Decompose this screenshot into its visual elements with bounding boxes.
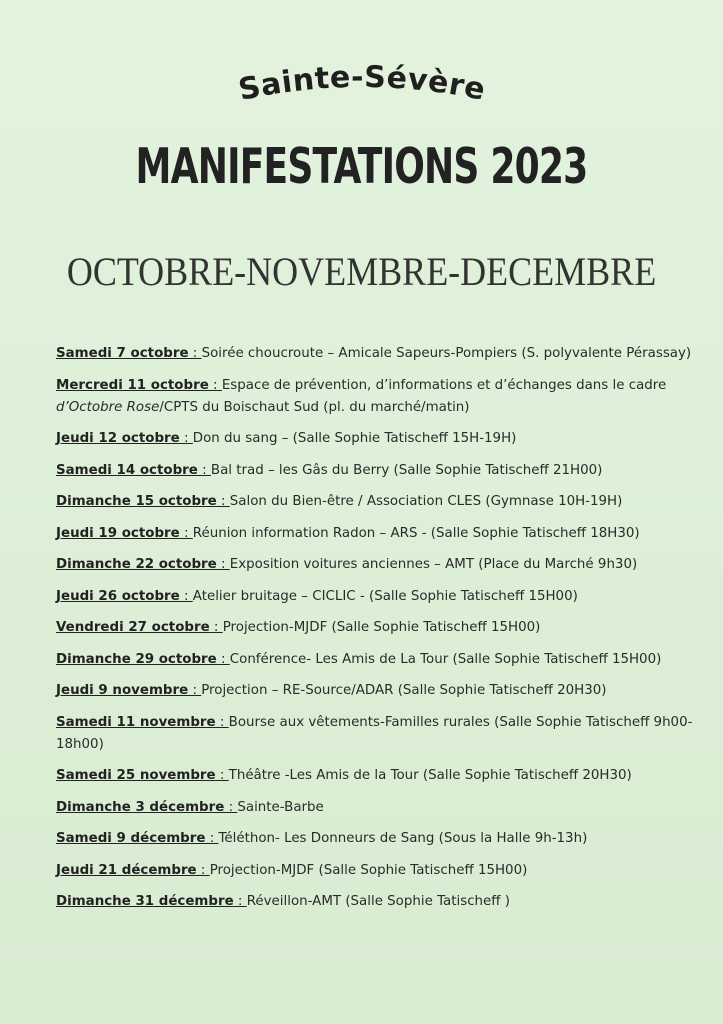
- event-date-label: [56, 494, 230, 509]
- event-description: Bourse aux vêtements-Familles rurales (Salle Sophie Tatischeff 9h00-18h00): [56, 714, 693, 752]
- event-separator: :: [188, 683, 202, 698]
- event-separator: :: [179, 588, 193, 604]
- event-item: [56, 828, 696, 850]
- event-description: Conférence- Les Amis de La Tour (Salle Sophie Tatischeff 15H00): [229, 651, 662, 667]
- event-date-label: [56, 831, 218, 846]
- event-item: [56, 343, 696, 365]
- event-description: Soirée choucroute – Amicale Sapeurs-Pompiers (S. polyvalente Pérassay): [201, 346, 692, 361]
- event-date: Samedi 25 novembre: [56, 768, 216, 783]
- event-date: Dimanche 22 octobre: [56, 557, 217, 572]
- event-description: Bal trad – les Gâs du Berry (Salle Sophie Tatischeff 21H00): [210, 462, 603, 478]
- event-date: Dimanche 29 octobre: [56, 651, 217, 667]
- event-item: [56, 460, 696, 482]
- event-description: Salon du Bien-être / Association CLES (Gymnase 10H-19H): [229, 494, 623, 509]
- event-description: Sainte-Barbe: [237, 799, 324, 815]
- town-name-text: Sainte-Sévère: [235, 59, 488, 108]
- event-description: Don du sang – (Salle Sophie Tatischeff 15H-19H): [192, 431, 517, 446]
- event-item: [56, 375, 696, 419]
- event-description: Théâtre -Les Amis de la Tour (Salle Sophie Tatischeff 20H30): [228, 768, 632, 783]
- event-separator: :: [215, 714, 229, 730]
- page-title: MANIFESTATIONS 2023: [135, 138, 588, 196]
- event-date: Samedi 9 décembre: [56, 831, 206, 846]
- event-item: [56, 712, 696, 756]
- event-item: [56, 797, 696, 819]
- event-item: [56, 680, 696, 702]
- event-separator: :: [216, 557, 230, 572]
- event-separator: :: [233, 894, 247, 909]
- event-date: Jeudi 12 octobre: [56, 431, 180, 446]
- event-date-label: [56, 683, 201, 698]
- event-description: Projection-MJDF (Salle Sophie Tatischeff 15H00): [209, 862, 528, 878]
- event-description-italic: d’Octobre Rose: [56, 399, 160, 415]
- event-date: Jeudi 19 octobre: [56, 525, 180, 541]
- event-description: Téléthon- Les Donneurs de Sang (Sous la Halle 9h-13h): [218, 831, 588, 846]
- event-item: [56, 554, 696, 576]
- event-separator: :: [188, 346, 202, 361]
- svg-text:Sainte-Sévère: [235, 60, 488, 108]
- event-description: Réveillon-AMT (Salle Sophie Tatischeff ): [246, 894, 510, 909]
- event-date: Samedi 7 octobre: [56, 346, 189, 361]
- event-date: Jeudi 9 novembre: [56, 683, 189, 698]
- event-date-label: [56, 463, 211, 478]
- event-date: Jeudi 26 octobre: [56, 588, 180, 604]
- event-date: Vendredi 27 octobre: [56, 620, 210, 635]
- event-date-label: [56, 620, 223, 635]
- event-date-label: [56, 800, 237, 815]
- event-date: Mercredi 11 octobre: [56, 377, 209, 393]
- event-date-label: [56, 431, 193, 446]
- event-item: [56, 491, 696, 513]
- event-item: [56, 523, 696, 545]
- event-date-label: [56, 863, 210, 878]
- town-name-arc: [182, 52, 542, 122]
- event-separator: :: [179, 431, 193, 446]
- event-separator: :: [216, 494, 230, 509]
- event-description-part: Espace de prévention, d’informations et d’échanges dans le cadre: [221, 377, 667, 393]
- event-separator: :: [197, 462, 211, 478]
- event-description: Projection-MJDF (Salle Sophie Tatischeff 15H00): [222, 620, 541, 635]
- event-separator: :: [179, 525, 193, 541]
- event-item: [56, 891, 696, 913]
- event-item: [56, 765, 696, 787]
- event-date: Jeudi 21 décembre: [56, 862, 197, 878]
- event-item: [56, 649, 696, 671]
- town-name-heading: [0, 52, 723, 127]
- event-description: Projection – RE-Source/ADAR (Salle Sophie Tatischeff 20H30): [201, 683, 607, 698]
- event-date-label: [56, 589, 193, 604]
- event-separator: :: [224, 799, 238, 815]
- event-date: Dimanche 31 décembre: [56, 894, 234, 909]
- event-item: [56, 617, 696, 639]
- event-date: Samedi 14 octobre: [56, 462, 198, 478]
- event-separator: :: [216, 651, 230, 667]
- event-date-label: [56, 346, 202, 361]
- event-separator: :: [208, 377, 222, 393]
- event-description: Atelier bruitage – CICLIC - (Salle Sophie Tatischeff 15H00): [192, 588, 578, 604]
- event-date-label: [56, 557, 230, 572]
- months-subtitle: OCTOBRE-NOVEMBRE-DECEMBRE: [66, 249, 657, 294]
- event-separator: :: [215, 768, 229, 783]
- event-separator: :: [196, 862, 210, 878]
- event-item: [56, 860, 696, 882]
- event-date-label: [56, 768, 229, 783]
- event-separator: :: [209, 620, 223, 635]
- events-list: [56, 343, 696, 923]
- event-item: [56, 586, 696, 608]
- event-description-part: /CPTS du Boischaut Sud (pl. du marché/matin): [159, 399, 470, 415]
- event-date-label: [56, 652, 230, 667]
- event-description: Exposition voitures anciennes – AMT (Place du Marché 9h30): [229, 557, 638, 572]
- event-separator: :: [205, 831, 219, 846]
- event-item: [56, 428, 696, 450]
- event-date-label: [56, 378, 222, 393]
- event-date: Dimanche 3 décembre: [56, 799, 225, 815]
- event-description: Réunion information Radon – ARS - (Salle Sophie Tatischeff 18H30): [192, 525, 640, 541]
- event-date: Samedi 11 novembre: [56, 714, 216, 730]
- event-date-label: [56, 894, 247, 909]
- event-date-label: [56, 715, 229, 730]
- event-date: Dimanche 15 octobre: [56, 494, 217, 509]
- event-date-label: [56, 526, 193, 541]
